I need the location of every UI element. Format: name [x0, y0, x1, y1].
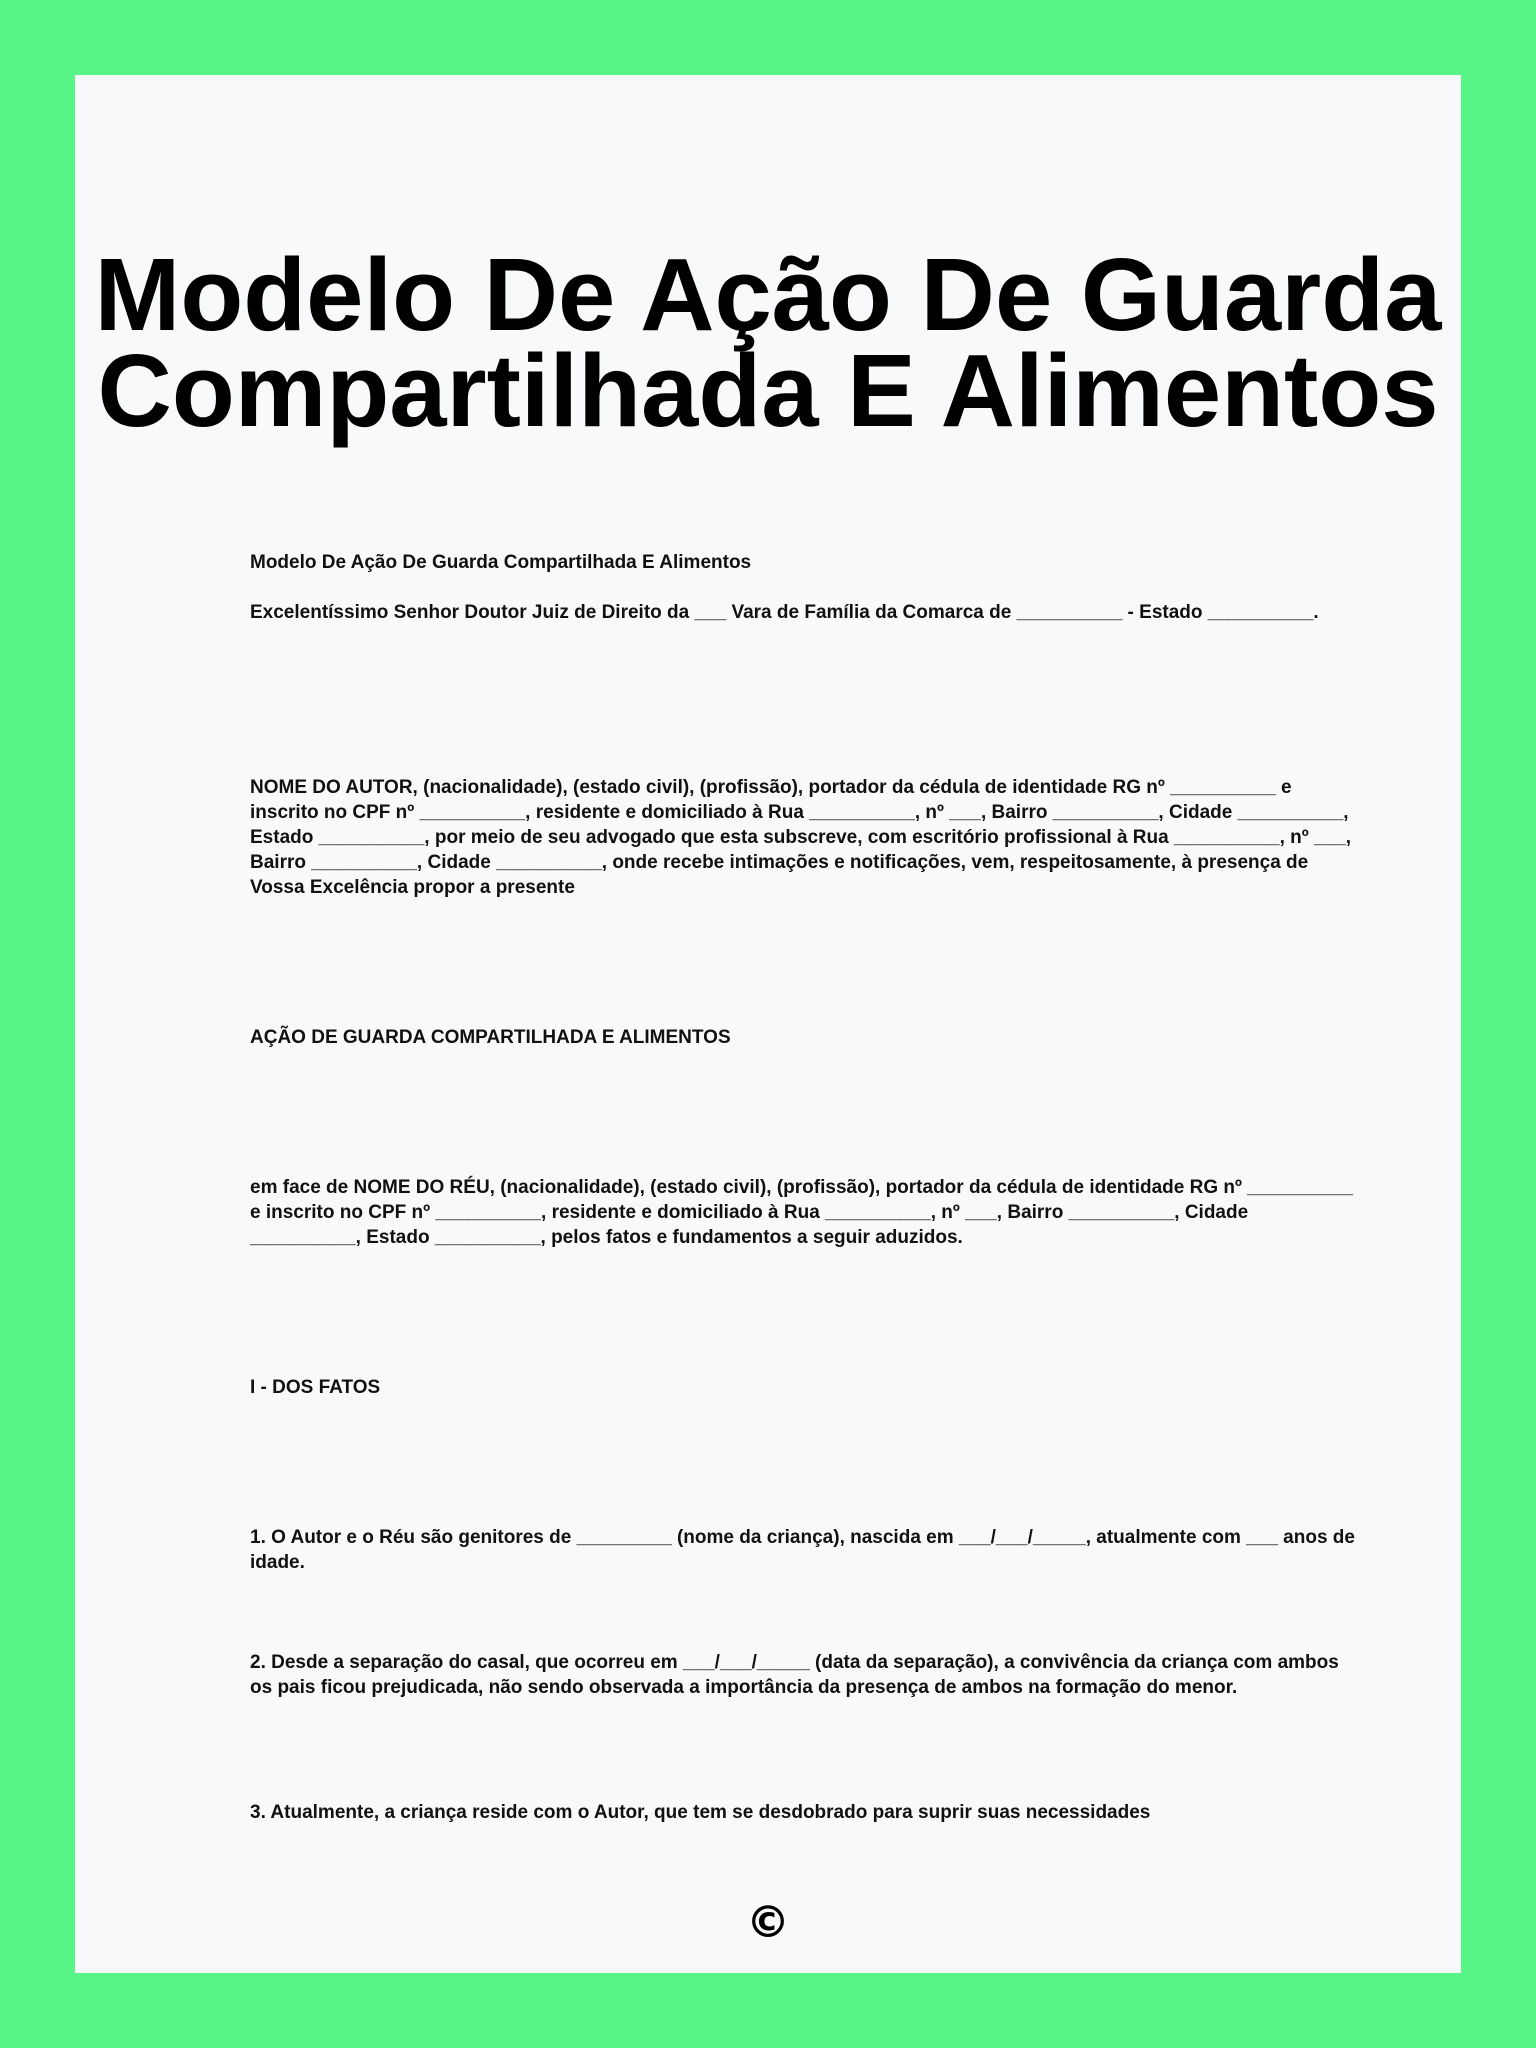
page-title [75, 237, 1461, 448]
page-title-line-1: Modelo De Ação De Guarda [94, 237, 1442, 352]
document-page [75, 75, 1461, 1973]
fact-item-1: 1. O Autor e o Réu são genitores de _________ (nome da criança), nascida em ___/___/_____, atualmente com ___ anos de idade. [250, 1527, 1355, 1573]
copyright-icon: © [746, 1897, 790, 1948]
fact-item-2: 2. Desde a separação do casal, que ocorreu em ___/___/_____ (data da separação), a convivência da criança com ambos os pais ficou prejudicada, não sendo observada a importância da presença de ambos na formação do menor. [250, 1652, 1339, 1698]
plaintiff-paragraph: NOME DO AUTOR, (nacionalidade), (estado civil), (profissão), portador da cédula de identidade RG nº __________ e inscrito no CPF nº __________, residente e domiciliado à Rua __________, nº ___, Bairro __________, Cidade __________, Estado __________, por meio de seu advogado que esta subscreve, com escritório profissional à Rua __________, nº ___, Bairro __________, Cidade __________, onde recebe intimações e notificações, vem, respeitosamente, à presença de Vossa Excelência propor a presente [250, 777, 1351, 898]
page-title-line-2: Compartilhada E Alimentos [97, 333, 1439, 448]
addressee-paragraph: Excelentíssimo Senhor Doutor Juiz de Direito da ___ Vara de Família da Comarca de __________ - Estado __________. [250, 602, 1319, 623]
section-heading-facts: I - DOS FATOS [250, 1377, 381, 1398]
defendant-paragraph: em face de NOME DO RÉU, (nacionalidade), (estado civil), (profissão), portador da cédula de identidade RG nº __________ e inscrito no CPF nº __________, residente e domiciliado à Rua __________, nº ___, Bairro __________, Cidade __________, Estado __________, pelos fatos e fundamentos a seguir aduzidos. [250, 1177, 1353, 1248]
action-title: AÇÃO DE GUARDA COMPARTILHADA E ALIMENTOS [250, 1027, 731, 1048]
document-heading: Modelo De Ação De Guarda Compartilhada E Alimentos [250, 552, 752, 573]
fact-item-3: 3. Atualmente, a criança reside com o Autor, que tem se desdobrado para suprir suas necessidades [250, 1802, 1151, 1823]
